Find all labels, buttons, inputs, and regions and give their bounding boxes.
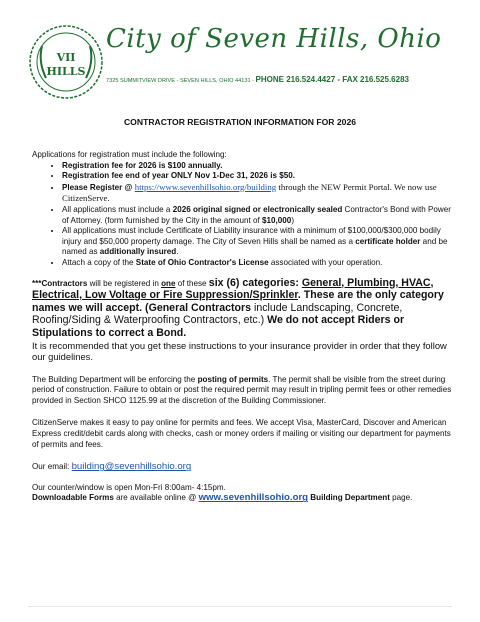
document-body [32, 150, 457, 504]
email-link[interactable]: building@sevenhillsohio.org [71, 461, 192, 473]
phone-fax: PHONE 216.524.4427 - FAX 216.525.6283 [255, 75, 409, 84]
intro-text: Applications for registration must include the following: [32, 150, 227, 159]
categories-paragraph: ***Contractors will be registered in one of these six (6) categories: General, Plumbing, HVAC, Electrical, Low Voltage or Fire Suppression/Sprinkler. These are the only category names we will accept. (General Contractors include Landscaping, Concrete, Roofing/Siding & Waterproofing Contractors, etc.) We do not accept Riders or Stipulations to correct a Bond. [32, 276, 444, 339]
city-title: City of Seven Hills, Ohio [106, 24, 442, 54]
citizenserve-paragraph: CitizenServe makes it easy to pay online for permits and fees. We accept Visa, MasterCard, Discover and American Express credit/debit cards along with checks, cash or money orders if mailing or visiting our department for payments of permits and fees. [32, 418, 451, 449]
email-line: Our email: building@sevenhillsohio.org [32, 461, 192, 473]
category-list: General, Plumbing, HVAC, Electrical, Low Voltage or Fire Suppression/Sprinkler [32, 276, 434, 302]
logo-text-2: HILLS [46, 65, 86, 78]
list-item: • All applications must include a 2026 original signed or electronically sealed Contractor's Bond with Power of Attorney. (form furnished by the City in the amount of $10,000) [62, 205, 457, 226]
forms-line: Downloadable Forms are available online @ www.sevenhillsohio.org Building Department page. [32, 492, 413, 504]
list-item: • All applications must include Certificate of Liability insurance with a minimum of $100,000/$300,000 bodily injury and $50,000 property damage. The City of Seven Hills shall be named as a certificate holder and be named as additionally insured. [62, 226, 457, 258]
list-item: • Registration fee for 2026 is $100 annually. [62, 161, 457, 172]
list-item: • Registration fee end of year ONLY Nov 1-Dec 31, 2026 is $50. [62, 171, 457, 182]
list-item: • Please Register @ https://www.sevenhillsohio.org/building through the NEW Permit Portal. We now use CitizenServe. [62, 182, 457, 205]
footer-divider [28, 606, 452, 607]
requirements-list [32, 161, 457, 269]
address: 7325 SUMMITVIEW DRIVE - SEVEN HILLS, OHIO 44131 - [106, 78, 256, 84]
logo-text-1: VII [56, 51, 76, 64]
website-link[interactable]: www.sevenhillsohio.org [198, 492, 309, 504]
register-link[interactable]: https://www.sevenhillsohio.org/building [134, 181, 277, 192]
page-heading: CONTRACTOR REGISTRATION INFORMATION FOR 2026 [123, 117, 357, 127]
city-seal-logo [28, 24, 104, 100]
list-item: • Attach a copy of the State of Ohio Contractor's License associated with your operation. [62, 258, 457, 269]
enforcement-paragraph: The Building Department will be enforcing the posting of permits. The permit shall be visible from the street during period of construction. Failure to obtain or post the required permit may result in tripling permit fees or other remedies provided in Section SHCO 1125.99 at the discretion of the Building Commissioner. [32, 374, 452, 405]
hours-line: Our counter/window is open Mon-Fri 8:00am- 4:15pm. [32, 482, 226, 492]
contact-line [106, 75, 409, 84]
insurance-note: It is recommended that you get these instructions to your insurance provider in order that they follow our guidelines. [32, 339, 447, 363]
